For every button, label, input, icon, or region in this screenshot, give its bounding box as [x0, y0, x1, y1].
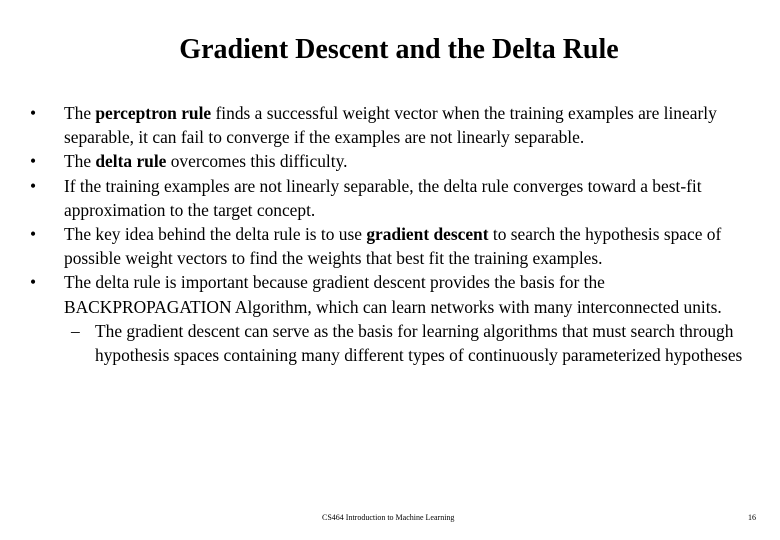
slide-title: Gradient Descent and the Delta Rule: [179, 34, 619, 65]
bullet-text: The delta rule is important because gradient descent provides the basis for the BACKPROPAGATION Algorithm, which can learn networks with many interconnected units.: [64, 272, 722, 317]
bullet-marker: •: [30, 151, 37, 172]
bullet-marker: •: [30, 272, 37, 293]
bullet-marker: •: [30, 224, 37, 245]
footer-course-name: CS464 Introduction to Machine Learning: [322, 513, 455, 522]
bullet-marker: •: [30, 103, 37, 123]
slide-content: [30, 101, 770, 367]
bullet-best-fit: [30, 174, 770, 222]
bullet-keyword: perceptron rule: [95, 103, 212, 123]
bullet-marker: •: [30, 175, 37, 196]
bullet-text-post: to search the hypothesis space of possible weight vectors to find the weights that best fit the training examples.: [64, 224, 722, 269]
bullet-text-pre: The: [64, 151, 96, 172]
bullet-keyword: gradient descent: [366, 224, 489, 245]
bullet-text-pre: The key idea behind the delta rule is to use: [64, 224, 367, 245]
bullet-text-post: overcomes this difficulty.: [166, 151, 348, 172]
bullet-delta-rule: [30, 149, 770, 173]
bullet-text-pre: The: [64, 103, 96, 123]
bullet-perceptron-rule: [30, 101, 770, 149]
sub-bullet-text: The gradient descent can serve as the basis for learning algorithms that must search through hypothesis spaces containing many different types of continuously parameterized hypotheses: [95, 320, 743, 366]
sub-bullet-learning-algorithms: [30, 319, 770, 367]
bullet-backpropagation: [30, 270, 770, 318]
bullet-keyword: delta rule: [95, 151, 167, 172]
sub-bullet-marker: –: [71, 320, 80, 341]
footer-page-number: 16: [748, 513, 756, 522]
bullet-gradient-descent: [30, 222, 770, 270]
bullet-text-post: finds a successful weight vector when the training examples are linearly separable, it can fail to converge if the examples are not linearly separable.: [64, 103, 717, 148]
bullet-text: If the training examples are not linearly separable, the delta rule converges toward a best-fit approximation to the target concept.: [64, 175, 702, 220]
